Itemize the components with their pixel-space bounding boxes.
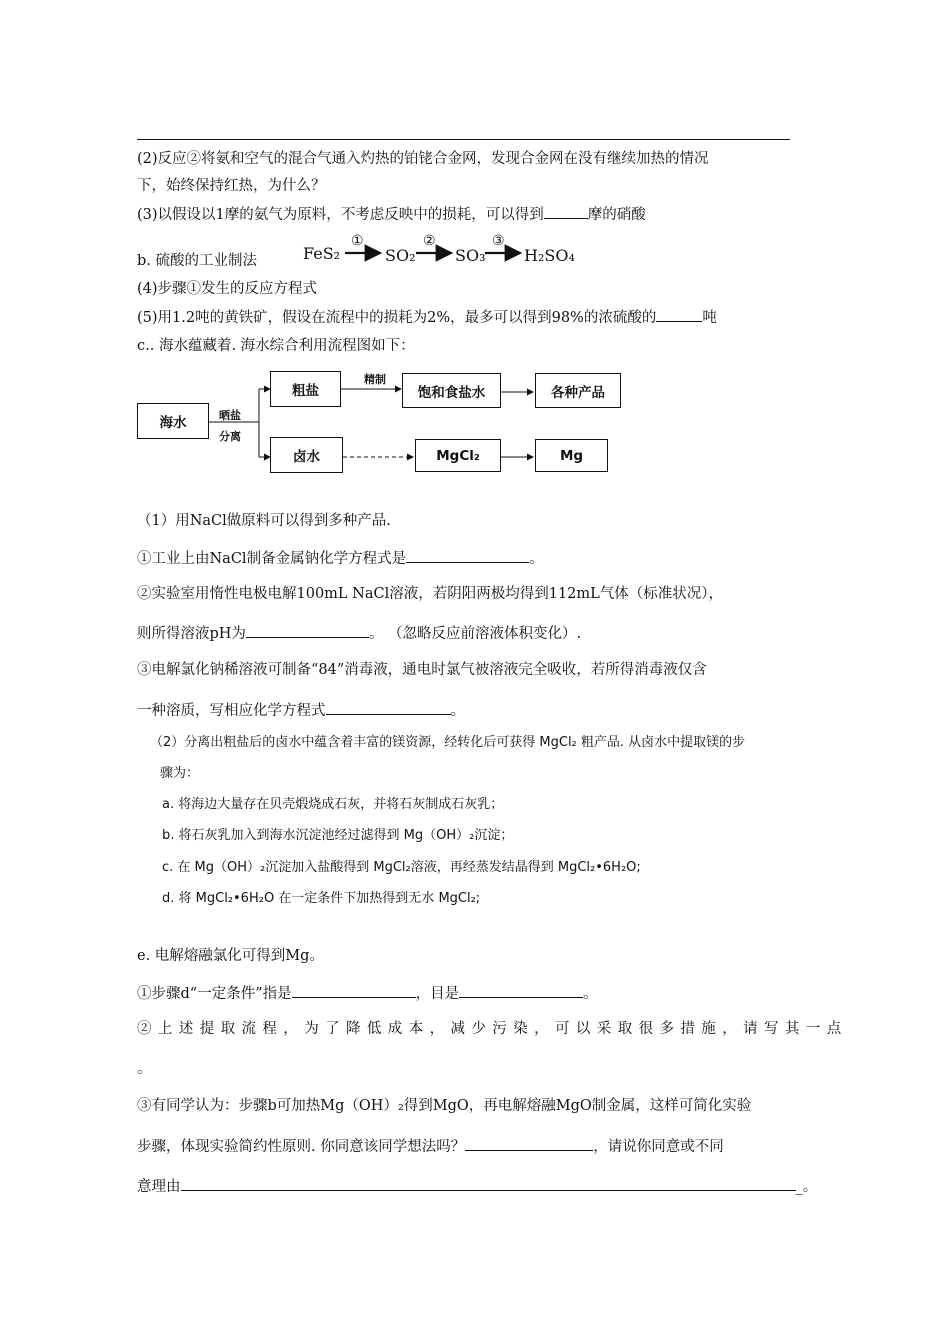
s2-line1: ②上述提取流程，为了降低成本，减少污染，可以采取很多措施，请写其一点 [137,1021,848,1037]
p1-3-line2: 一种溶质，写相应化学方程式 。 [137,700,465,721]
q2-line2: 下，始终保持红热，为什么？ [137,178,326,194]
p1-3-blank[interactable] [326,700,451,715]
s1-blank-condition[interactable] [292,983,416,998]
flow-mgcl2: MgCl₂ [415,439,501,472]
q5-line: (5)用1.2吨的黄铁矿，假设在流程中的损耗为2%，最多可以得到98%的浓硫酸的 吨 [137,307,717,328]
q3-line: (3)以假设以1摩的氨气为原料，不考虑反映中的损耗，可以得到 摩的硝酸 [137,204,646,225]
p1-1-blank[interactable] [406,548,529,563]
p2-line1: （2）分离出粗盐后的卤水中蕴含着丰富的镁资源，经转化后可获得 MgCl₂ 粗产品. 从卤水中提取镁的步 [150,735,746,750]
step-a: a. 将海边大量存在贝壳煅烧成石灰，并将石灰制成石灰乳； [162,797,504,812]
p1-2-line2: 则所得溶液pH为 。 （忽略反应前溶液体积变化）. [137,623,581,644]
eq-so2: SO₂ [385,246,416,265]
q4-line: (4)步骤①发生的反应方程式 [137,281,318,297]
p2-line2: 骤为： [160,766,200,781]
s3-line3: 意理由 _。 [137,1176,817,1197]
step-c: c. 在 Mg（OH）₂沉淀加入盐酸得到 MgCl₂溶液，再经蒸发结晶得到 MgCl₂•6H₂O; [162,860,641,875]
flow-products: 各种产品 [535,373,621,408]
eq-h2so4: H₂SO₄ [524,246,575,265]
eq-step1: ① [351,233,364,249]
p1-2-line1: ②实验室用惰性电极电解100mL NaCl溶液，若阴阳两极均得到112mL气体（标准状况）， [137,586,724,602]
s3-line2: 步骤，体现实验简约性原则. 你同意该同学想法吗？ ，请说你同意或不同 [137,1136,724,1157]
b-label: b. 硫酸的工业制法 [137,253,257,269]
step-d: d. 将 MgCl₂•6H₂O 在一定条件下加热得到无水 MgCl₂; [162,891,481,906]
flow-crude-salt: 粗盐 [270,371,341,407]
flow-seawater: 海水 [137,403,209,439]
eq-step2: ② [423,233,436,249]
flow-label-refine: 精制 [364,373,386,386]
flow-bittern: 卤水 [270,437,343,473]
eq-fes2: FeS₂ [303,244,341,263]
s1-line: ①步骤d“一定条件”指是 ，目是 。 [137,983,598,1004]
s1-blank-purpose[interactable] [459,983,583,998]
flow-label-sun-salt: 晒盐 [219,409,241,422]
s3-blank-agree[interactable] [465,1136,593,1151]
eq-so3: SO₃ [455,246,486,265]
step-b: b. 将石灰乳加入到海水沉淀池经过滤得到 Mg（OH）₂沉淀； [162,828,514,843]
s3-line1: ③有同学认为：步骤b可加热Mg（OH）₂得到MgO，再电解熔融MgO制金属，这样可简化实验 [137,1098,752,1114]
p1-2-blank[interactable] [246,623,369,638]
eq-step3: ③ [492,233,505,249]
p1-line: （1）用NaCl做原料可以得到多种产品. [137,513,391,529]
q2-line1: (2)反应②将氨和空气的混合气通入灼热的铂铑合金网，发现合金网在没有继续加热的情况 [137,151,709,167]
s2-line2: 。 [137,1061,152,1077]
flow-saturated-brine: 饱和食盐水 [402,373,501,408]
p1-3-line1: ③电解氯化钠稀溶液可制备“84”消毒液，通电时氯气被溶液完全吸收，若所得消毒液仅含 [137,662,707,678]
s3-blank-reason[interactable] [181,1176,796,1191]
c-label: c.. 海水蕴藏着. 海水综合利用流程图如下： [137,338,415,354]
flow-mg: Mg [535,439,608,472]
p1-1-line: ①工业上由NaCl制备金属钠化学方程式是 。 [137,548,544,569]
flow-label-separate: 分离 [219,430,241,443]
step-e: e. 电解熔融氯化可得到Mg。 [137,948,324,964]
